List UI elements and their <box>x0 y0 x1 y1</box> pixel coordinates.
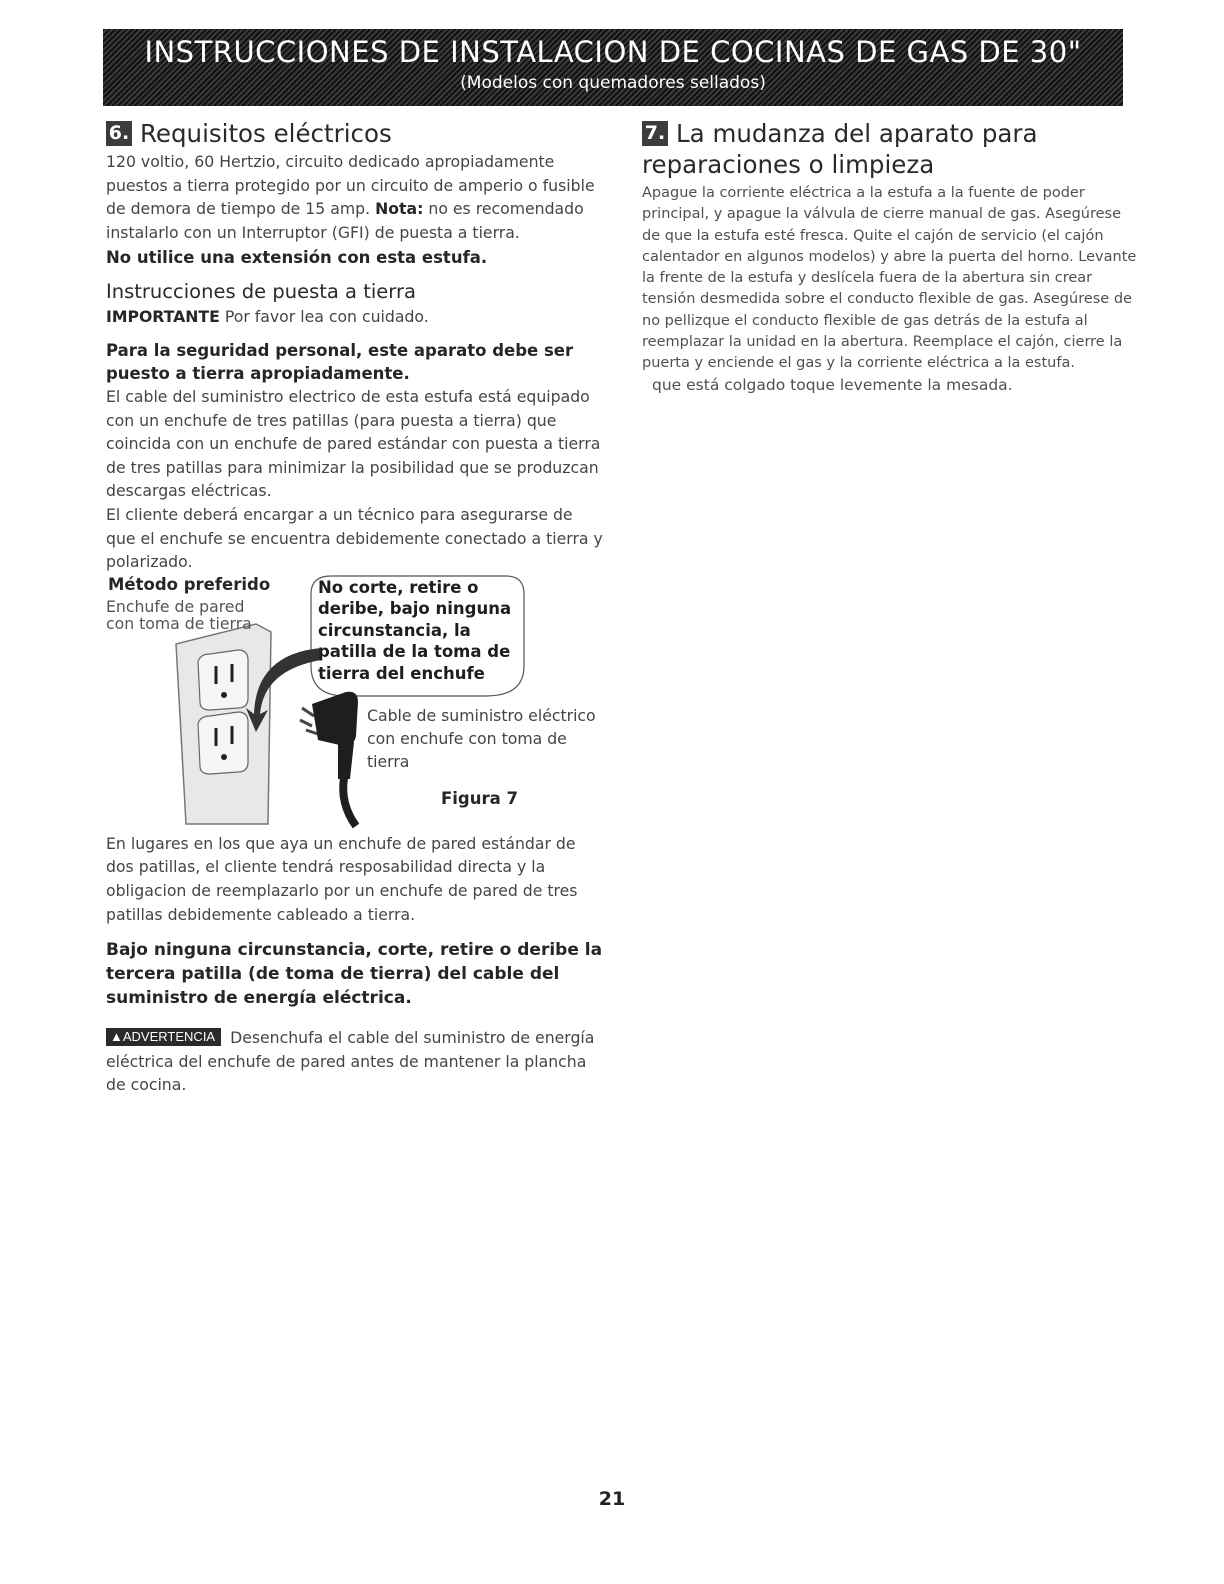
section-7-number: 7. <box>642 121 668 146</box>
title-banner <box>103 29 1123 106</box>
section-moving-appliance <box>642 118 1142 396</box>
callout-text: No corte, retire o deribe, bajo ninguna circunstancia, la patilla de la toma de tierra del enchufe <box>318 577 512 683</box>
warning-badge-text: ADVERTENCIA <box>122 1029 216 1045</box>
cable-text: El cable del suministro electrico de esta estufa está equipado con un enchufe de tres patillas (para puesta a tierra) que coincida con un enchufe de pared estándar con puesta a tierra de tres patillas para minimizar la posibilidad que se produzcan descargas eléctricas. <box>106 386 601 501</box>
section-7-title: La mudanza del aparato para reparaciones o limpieza <box>642 119 1038 179</box>
page-number: 21 <box>598 1488 626 1510</box>
warning-badge <box>106 1028 221 1046</box>
outlet-label: Enchufe de pared con toma de tierra <box>106 596 252 633</box>
warning-text: Desenchufa el cable del suministro de energía eléctrica del enchufe de pared antes de mantener la plancha de cocina. <box>106 1028 595 1095</box>
figure-7 <box>106 574 606 832</box>
never-cut-warning: Bajo ninguna circunstancia, corte, retire o deribe la tercera patilla (de toma de tierra) del cable del suministro de energía eléctrica. <box>106 940 603 1009</box>
safety-lead: Para la seguridad personal, este aparato debe ser puesto a tierra apropiadamente. <box>106 340 574 383</box>
section-6-heading <box>106 118 606 150</box>
warning-triangle-icon: ▲ <box>110 1029 123 1045</box>
section-electrical-requirements <box>106 118 606 1097</box>
banner-title: INSTRUCCIONES DE INSTALACION DE COCINAS DE GAS DE 30" <box>144 35 1082 69</box>
cable-label: Cable de suministro eléctrico con enchufe con toma de tierra <box>367 705 596 771</box>
plug-cable-icon <box>300 691 358 825</box>
warning-paragraph <box>106 1026 606 1097</box>
importante-text: Por favor lea con cuidado. <box>224 307 429 327</box>
section-7-body: Apague la corriente eléctrica a la estufa a la fuente de poder principal, y apague la válvula de cierre manual de gas. Asegúrese de que la estufa esté fresca. Quite el cajón de servicio (el cajón calentador en algunos modelos) y abre la puerta del horno. Levante la frente de la estufa y deslícela fuera de la abertura sin crear tensión desmedida sobre el conducto flexible de gas. Asegúrese de no pellizque el conducto flexible de gas detrás de la estufa al reemplazar la unidad en la abertura. Reemplace el cajón, cierre la puerta y enciende el gas y la corriente eléctrica a la estufa. <box>642 185 1137 372</box>
importante-label: IMPORTANTE <box>106 307 220 327</box>
nota-text: no es recomendado instalarlo con un Interruptor (GFI) de puesta a tierra. <box>106 199 584 242</box>
electrical-intro <box>106 150 606 244</box>
section-7-extra: que está colgado toque levemente la mesada. <box>652 375 1013 394</box>
two-prong-text: En lugares en los que aya un enchufe de pared estándar de dos patillas, el cliente tendrá resposabilidad directa y la obligacion de reemplazarlo por un enchufe de pared de tres patillas debidemente cableado a tierra. <box>106 833 578 924</box>
section-7-heading <box>642 118 1142 180</box>
method-label: Método preferido <box>108 574 271 594</box>
banner-subtitle: (Modelos con quemadores sellados) <box>460 73 766 93</box>
nota-label: Nota: <box>375 199 424 219</box>
intro-text: 120 voltio, 60 Hertzio, circuito dedicado apropiadamente puestos a tierra protegido por un circuito de amperio o fusible de demora de tiempo de 15 amp. <box>106 152 595 219</box>
no-extension-warning: No utilice una extensión con esta estufa. <box>106 248 488 268</box>
section-6-number: 6. <box>106 121 132 146</box>
client-text: El cliente deberá encargar a un técnico para asegurarse de que el enchufe se encuentra debidemente conectado a tierra y polarizado. <box>106 504 603 572</box>
section-6-title: Requisitos eléctricos <box>140 119 392 148</box>
figure-caption: Figura 7 <box>441 788 518 808</box>
importante-line <box>106 305 606 329</box>
grounding-heading: Instrucciones de puesta a tierra <box>106 280 416 304</box>
